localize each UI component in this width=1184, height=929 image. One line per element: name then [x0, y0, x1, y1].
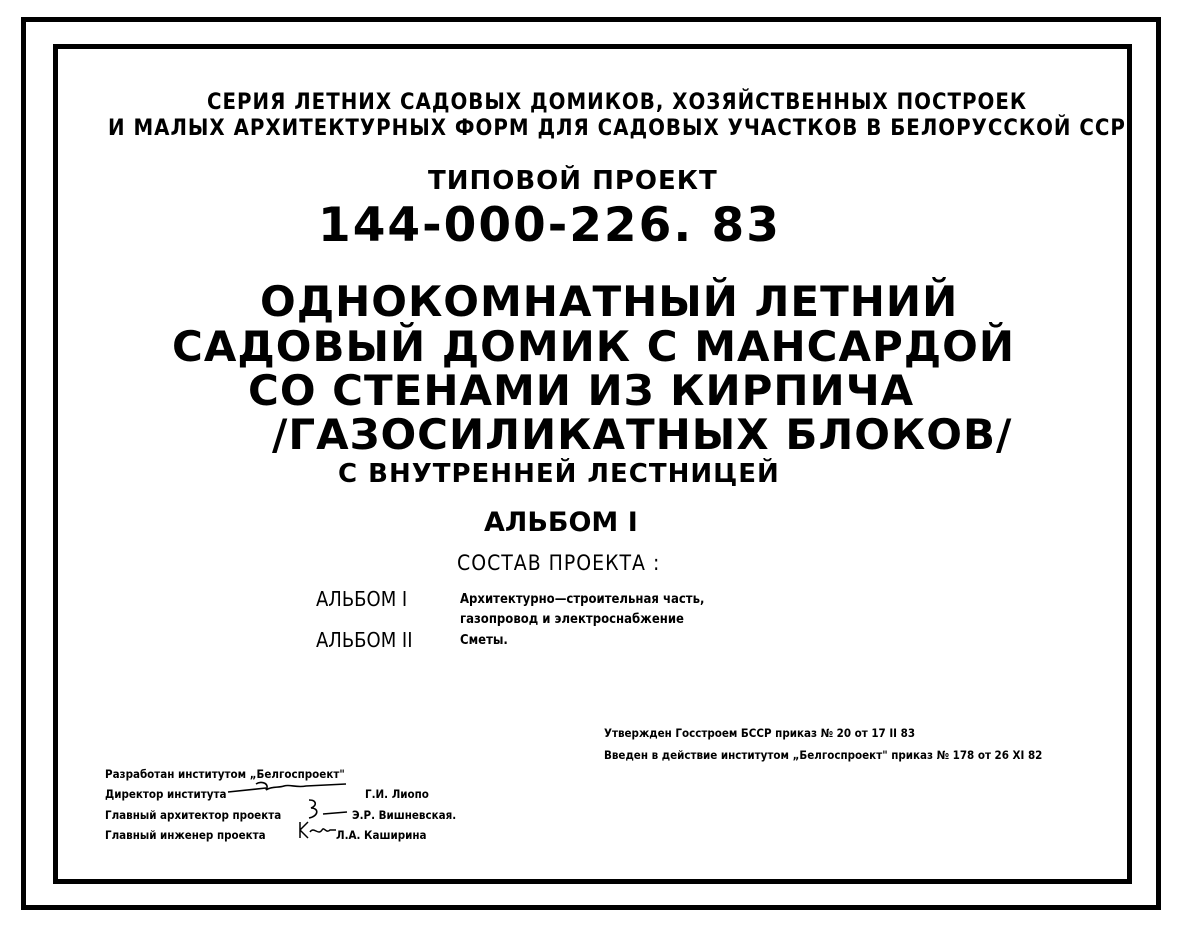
- composition-item-label: АЛЬБОМ I: [316, 587, 408, 611]
- credits-role: Директор института: [105, 787, 227, 801]
- title-line-1: ОДНОКОМНАТНЫЙ ЛЕТНИЙ: [260, 277, 959, 326]
- album-number: АЛЬБОМ I: [484, 507, 638, 538]
- composition-heading: СОСТАВ ПРОЕКТА :: [457, 551, 661, 575]
- series-line-2: И МАЛЫХ АРХИТЕКТУРНЫХ ФОРМ ДЛЯ САДОВЫХ УЧАСТКОВ В БЕЛОРУССКОЙ ССР: [108, 116, 1126, 141]
- approval-line-1: Утвержден Госстроем БССР приказ № 20 от 17 II 83: [604, 726, 916, 740]
- credits-name: Э.Р. Вишневская.: [352, 808, 457, 822]
- credits-name: Г.И. Лиопо: [365, 787, 429, 801]
- title-line-3: СО СТЕНАМИ ИЗ КИРПИЧА: [248, 366, 915, 415]
- composition-item-desc: Сметы.: [460, 633, 508, 648]
- series-line-1: СЕРИЯ ЛЕТНИХ САДОВЫХ ДОМИКОВ, ХОЗЯЙСТВЕННЫХ ПОСТРОЕК: [207, 90, 1028, 115]
- credits-role: Главный инженер проекта: [105, 828, 266, 842]
- credits-name: Л.А. Каширина: [336, 828, 427, 842]
- approval-line-2: Введен в действие институтом „Белгоспроект" приказ № 178 от 26 XI 82: [604, 748, 1043, 762]
- project-number: 144-000-226. 83: [318, 198, 781, 253]
- title-line-4: /ГАЗОСИЛИКАТНЫХ БЛОКОВ/: [272, 410, 1013, 459]
- composition-item-label: АЛЬБОМ II: [316, 628, 413, 652]
- project-type: ТИПОВОЙ ПРОЕКТ: [428, 166, 718, 196]
- title-line-5: С ВНУТРЕННЕЙ ЛЕСТНИЦЕЙ: [338, 459, 780, 489]
- title-line-2: САДОВЫЙ ДОМИК С МАНСАРДОЙ: [172, 322, 1016, 371]
- engineer-signature: [296, 818, 338, 842]
- credits-role: Главный архитектор проекта: [105, 808, 282, 822]
- composition-item-desc: Архитектурно—строительная часть,: [460, 592, 705, 607]
- director-signature: [226, 778, 351, 798]
- credits-developed: Разработан институтом „Белгоспроект": [105, 767, 345, 781]
- composition-item-desc-2: газопровод и электроснабжение: [460, 612, 684, 627]
